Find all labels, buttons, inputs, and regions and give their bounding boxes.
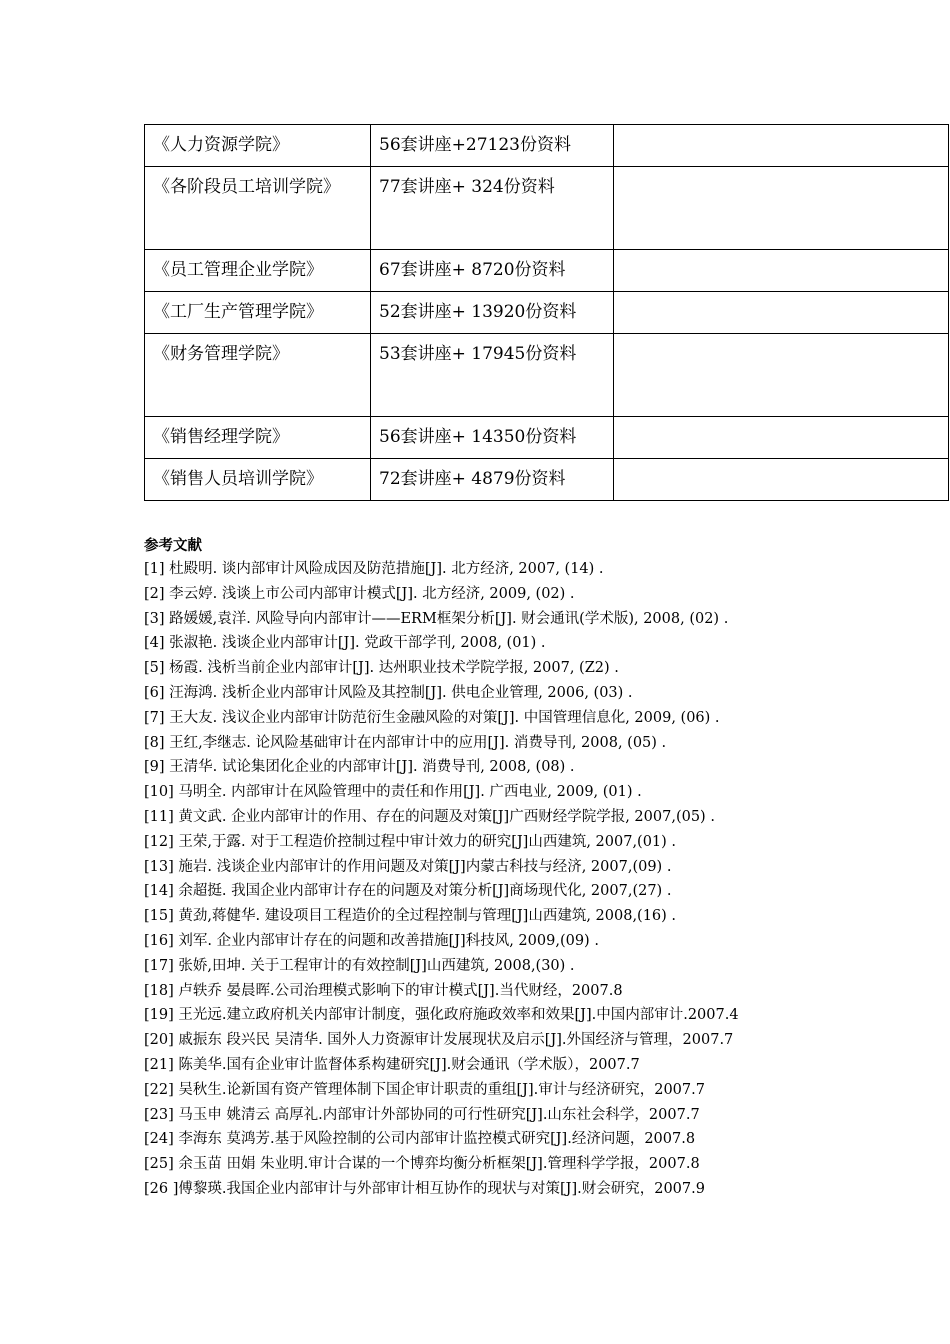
note-cell (614, 459, 949, 501)
reference-item: [19] 王光远.建立政府机关内部审计制度，强化政府施政效率和效果[J].中国内部审计.2007.4 (144, 1007, 739, 1024)
reference-item: [26 ]傅黎瑛.我国企业内部审计与外部审计相互协作的现状与对策[J].财会研究，2007.9 (144, 1180, 705, 1197)
reference-item: [7] 王大友. 浅议企业内部审计防范衍生金融风险的对策[J]. 中国管理信息化, 2009, (06) . (144, 709, 720, 726)
reference-item: [1] 杜殿明. 谈内部审计风险成因及防范措施[J]. 北方经济, 2007, (14) . (144, 561, 604, 577)
reference-item: [23] 马玉申 姚清云 高厚礼.内部审计外部协同的可行性研究[J].山东社会科学，2007.7 (144, 1106, 700, 1123)
reference-item: [16] 刘军. 企业内部审计存在的问题和改善措施[J]科技风, 2009,(09) . (144, 932, 599, 949)
note-cell (614, 334, 949, 417)
reference-item: [18] 卢轶乔 晏晨晖.公司治理模式影响下的审计模式[J].当代财经，2007.8 (144, 982, 623, 999)
reference-item: [15] 黄劲,蒋健华. 建设项目工程造价的全过程控制与管理[J]山西建筑, 2008,(16) . (144, 908, 677, 925)
table-row (145, 417, 949, 459)
course-name-cell: 《财务管理学院》 (145, 334, 371, 417)
course-name-cell: 《各阶段员工培训学院》 (145, 167, 371, 250)
table-row (145, 459, 949, 501)
reference-item: [14] 余超挺. 我国企业内部审计存在的问题及对策分析[J]商场现代化, 2007,(27) . (144, 883, 672, 900)
course-detail-cell: 67套讲座+ 8720份资料 (371, 250, 614, 292)
note-cell (614, 250, 949, 292)
reference-item: [20] 戚振东 段兴民 吴清华. 国外人力资源审计发展现状及启示[J].外国经济与管理，2007.7 (144, 1032, 734, 1049)
note-cell (614, 417, 949, 459)
reference-item: [22] 吴秋生.论新国有资产管理体制下国企审计职责的重组[J].审计与经济研究，2007.7 (144, 1081, 705, 1098)
reference-item: [25] 余玉苗 田娟 朱业明.审计合谋的一个博弈均衡分析框架[J].管理科学学报，2007.8 (144, 1156, 700, 1173)
reference-item: [5] 杨霞. 浅析当前企业内部审计[J]. 达州职业技术学院学报, 2007, (Z2) . (144, 660, 619, 677)
table-row (145, 167, 949, 250)
reference-item: [9] 王清华. 试论集团化企业的内部审计[J]. 消费导刊, 2008, (08) . (144, 759, 575, 776)
course-name-cell: 《销售经理学院》 (145, 417, 371, 459)
course-detail-cell: 77套讲座+ 324份资料 (371, 167, 614, 250)
reference-item: [6] 汪海鸿. 浅析企业内部审计风险及其控制[J]. 供电企业管理, 2006, (03) . (144, 684, 633, 701)
course-detail-cell: 56套讲座+ 14350份资料 (371, 417, 614, 459)
references-heading: 参考文献 (144, 537, 202, 554)
reference-item: [13] 施岩. 浅谈企业内部审计的作用问题及对策[J]内蒙古科技与经济, 2007,(09) . (144, 858, 672, 875)
course-name-cell: 《销售人员培训学院》 (145, 459, 371, 501)
note-cell (614, 125, 949, 167)
reference-item: [24] 李海东 莫鸿芳.基于风险控制的公司内部审计监控模式研究[J].经济问题，2007.8 (144, 1131, 696, 1148)
reference-item: [4] 张淑艳. 浅谈企业内部审计[J]. 党政干部学刊, 2008, (01) . (144, 635, 546, 652)
course-detail-cell: 56套讲座+27123份资料 (371, 125, 614, 167)
table-row (145, 125, 949, 167)
course-detail-cell: 53套讲座+ 17945份资料 (371, 334, 614, 417)
reference-item: [12] 王荣,于露. 对于工程造价控制过程中审计效力的研究[J]山西建筑, 2007,(01) . (144, 833, 677, 850)
note-cell (614, 292, 949, 334)
reference-item: [2] 李云婷. 浅谈上市公司内部审计模式[J]. 北方经济, 2009, (02) . (144, 585, 575, 602)
reference-item: [17] 张娇,田坤. 关于工程审计的有效控制[J]山西建筑, 2008,(30) . (144, 957, 575, 974)
course-detail-cell: 72套讲座+ 4879份资料 (371, 459, 614, 501)
note-cell (614, 167, 949, 250)
course-name-cell: 《员工管理企业学院》 (145, 250, 371, 292)
reference-item: [8] 王红,李继志. 论风险基础审计在内部审计中的应用[J]. 消费导刊, 2008, (05) . (144, 734, 667, 751)
course-catalog-table (144, 124, 949, 501)
reference-item: [10] 马明全. 内部审计在风险管理中的责任和作用[J]. 广西电业, 2009, (01) . (144, 784, 642, 801)
course-detail-cell: 52套讲座+ 13920份资料 (371, 292, 614, 334)
table-row (145, 334, 949, 417)
table-row (145, 292, 949, 334)
reference-item: [11] 黄文武. 企业内部审计的作用、存在的问题及对策[J]广西财经学院学报, 2007,(05) . (144, 808, 715, 825)
references-section (144, 535, 944, 1202)
reference-item: [21] 陈美华.国有企业审计监督体系构建研究[J].财会通讯（学术版），2007.7 (144, 1056, 640, 1073)
table-row (145, 250, 949, 292)
course-name-cell: 《人力资源学院》 (145, 125, 371, 167)
reference-item: [3] 路媛媛,袁洋. 风险导向内部审计——ERM框架分析[J]. 财会通讯(学术版), 2008, (02) . (144, 610, 729, 627)
course-name-cell: 《工厂生产管理学院》 (145, 292, 371, 334)
